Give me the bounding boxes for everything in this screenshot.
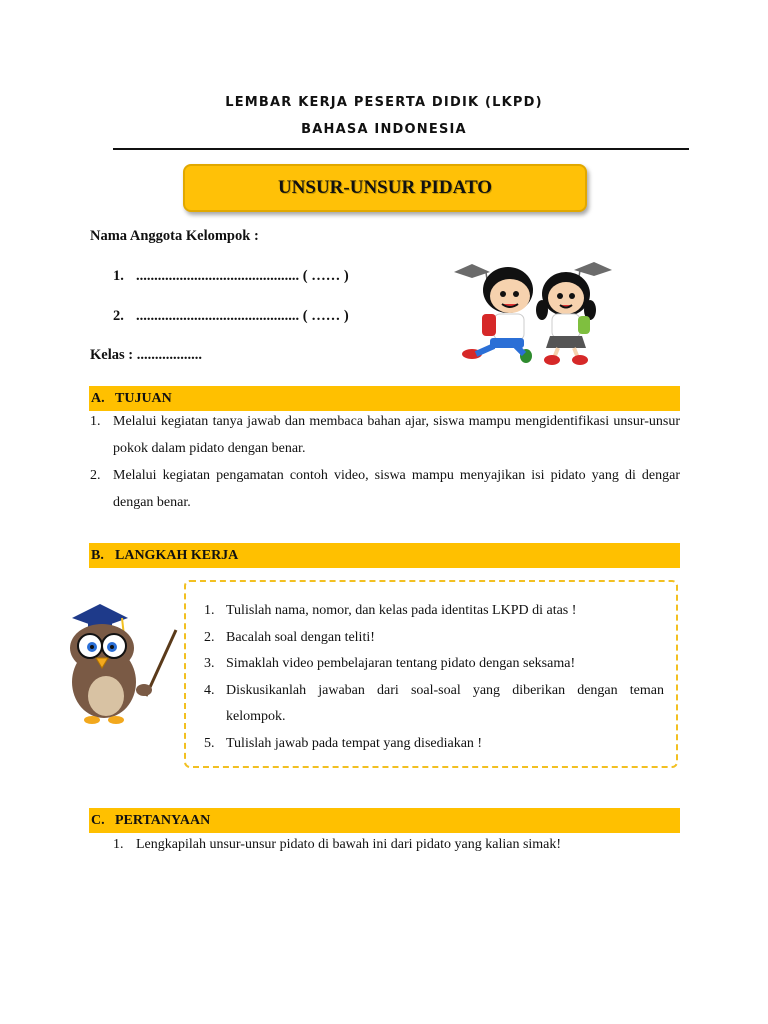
step-text-1: Tulislah nama, nomor, dan kelas pada identitas LKPD di atas ! <box>226 603 577 618</box>
step-text-4: Diskusikanlah jawaban dari soal-soal yang diberikan dengan teman kelompok. <box>226 682 664 724</box>
worksheet-title: LEMBAR KERJA PESERTA DIDIK (LKPD) <box>225 95 543 110</box>
question-text-1: Lengkapilah unsur-unsur pidato di bawah ini dari pidato yang kalian simak! <box>136 837 562 852</box>
section-b-letter: B. <box>91 548 104 563</box>
member-line-2[interactable]: ............................................. ( …… ) <box>136 308 349 324</box>
step-number-1: 1. <box>204 603 215 618</box>
work-steps-list <box>204 598 664 757</box>
title-banner <box>183 164 587 212</box>
students-illustration <box>450 258 620 368</box>
objective-item-1 <box>90 408 680 462</box>
objective-number-2: 2. <box>90 468 101 483</box>
step-number-2: 2. <box>204 629 215 645</box>
class-field[interactable]: Kelas : .................. <box>90 347 202 363</box>
section-a-letter: A. <box>91 391 105 406</box>
member-number-1: 1. <box>113 268 124 284</box>
objective-text-1: Melalui kegiatan tanya jawab dan membaca bahan ajar, siswa mampu mengidentifikasi unsur-unsur pokok dalam pidato dengan benar. <box>113 414 680 456</box>
question-item-1 <box>113 831 680 858</box>
group-members-label: Nama Anggota Kelompok : <box>90 228 259 244</box>
step-item-2 <box>204 625 664 652</box>
step-text-3: Simaklah video pembelajaran tentang pidato dengan seksama! <box>226 656 576 671</box>
section-a-title: TUJUAN <box>115 391 172 406</box>
step-item-5 <box>204 731 664 758</box>
step-text-5: Tulislah jawab pada tempat yang disediakan ! <box>226 735 483 751</box>
step-number-3: 3. <box>204 656 215 671</box>
owl-teacher-illustration <box>64 600 182 730</box>
step-item-3 <box>204 651 664 678</box>
step-number-4: 4. <box>204 682 215 698</box>
step-text-2: Bacalah soal dengan teliti! <box>226 629 375 645</box>
section-b-heading <box>89 543 680 568</box>
step-number-5: 5. <box>204 735 215 751</box>
page-title: UNSUR-UNSUR PIDATO <box>277 177 493 198</box>
section-c-letter: C. <box>91 813 105 828</box>
header-divider <box>113 148 689 150</box>
objective-item-2 <box>90 462 680 516</box>
step-item-4 <box>204 678 664 731</box>
objective-text-2: Melalui kegiatan pengamatan contoh video, siswa mampu menyajikan isi pidato yang di dengar dengan benar. <box>113 468 680 510</box>
step-item-1 <box>204 598 664 625</box>
member-line-1[interactable]: ............................................. ( …… ) <box>136 268 349 284</box>
subject-title: BAHASA INDONESIA <box>301 122 467 137</box>
member-number-2: 2. <box>113 308 124 324</box>
question-number-1: 1. <box>113 837 124 852</box>
section-c-title: PERTANYAAN <box>115 813 211 828</box>
objective-number-1: 1. <box>90 414 101 429</box>
section-c-heading <box>89 808 680 833</box>
section-b-title: LANGKAH KERJA <box>115 548 239 563</box>
